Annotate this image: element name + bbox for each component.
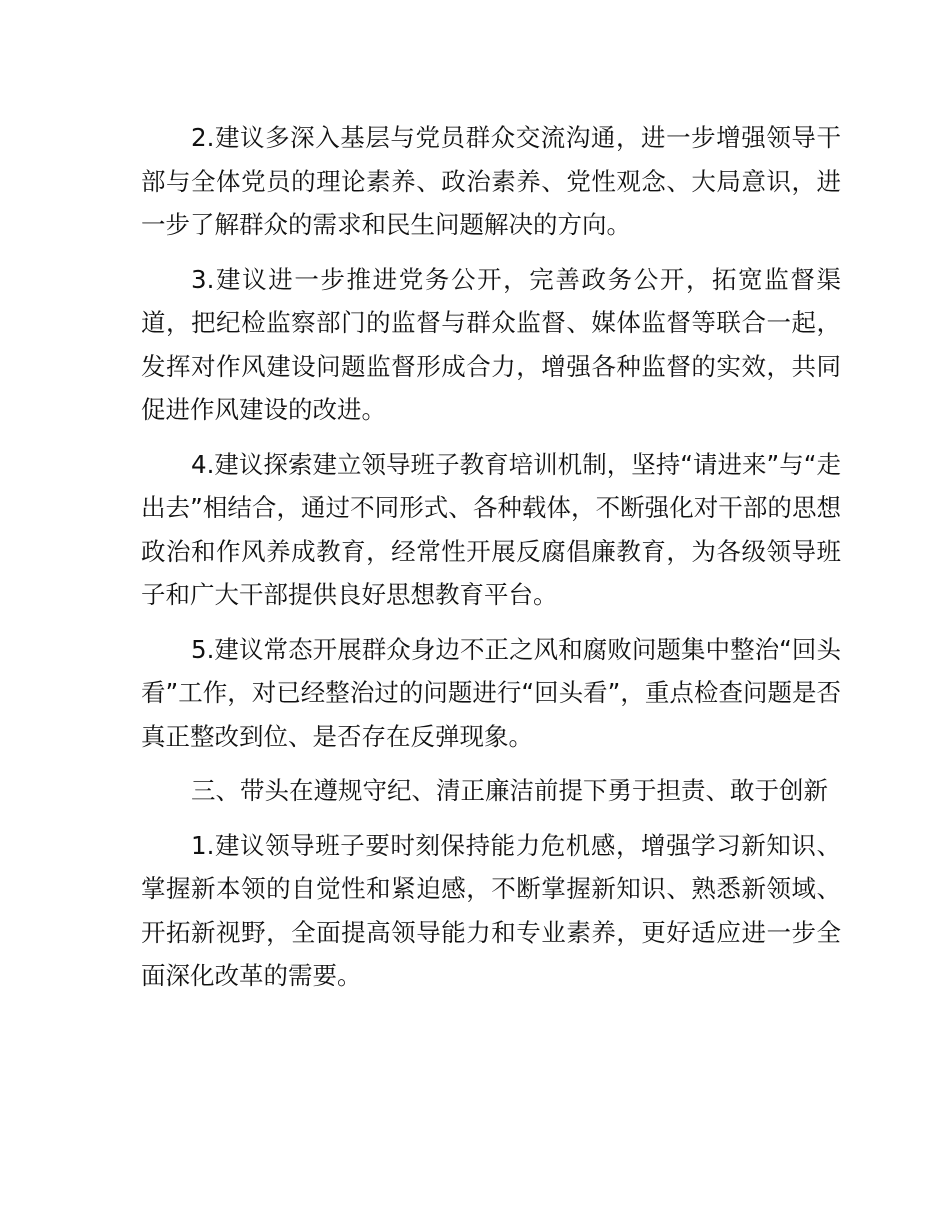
paragraph-suggestion-3: 3.建议进一步推进党务公开，完善政务公开，拓宽监督渠道，把纪检监察部门的监督与群众监督、媒体监督等联合一起，发挥对作风建设问题监督形成合力，增强各种监督的实效，共同促进作风建设的改进。 xyxy=(141,264,841,424)
paragraph-suggestion-4: 4.建议探索建立领导班子教育培训机制，坚持“请进来”与“走出去”相结合，通过不同形式、各种载体，不断强化对干部的思想政治和作风养成教育，经常性开展反腐倡廉教育，为各级领导班子和广大干部提供良好思想教育平台。 xyxy=(141,449,841,609)
paragraph-section3-item-1: 1.建议领导班子要时刻保持能力危机感，增强学习新知识、掌握新本领的自觉性和紧迫感，不断掌握新知识、熟悉新领域、开拓新视野，全面提高领导能力和专业素养，更好适应进一步全面深化改革的需要。 xyxy=(141,830,841,990)
paragraph-suggestion-2: 2.建议多深入基层与党员群众交流沟通，进一步增强领导干部与全体党员的理论素养、政治素养、党性观念、大局意识，进一步了解群众的需求和民生问题解决的方向。 xyxy=(141,123,841,239)
document-body xyxy=(141,116,841,1009)
paragraph-suggestion-5: 5.建议常态开展群众身边不正之风和腐败问题集中整治“回头看”工作，对已经整治过的问题进行“回头看”，重点检查问题是否真正整改到位、是否存在反弹现象。 xyxy=(141,634,841,751)
section-heading-3: 三、带头在遵规守纪、清正廉洁前提下勇于担责、敢于创新 xyxy=(191,776,828,805)
